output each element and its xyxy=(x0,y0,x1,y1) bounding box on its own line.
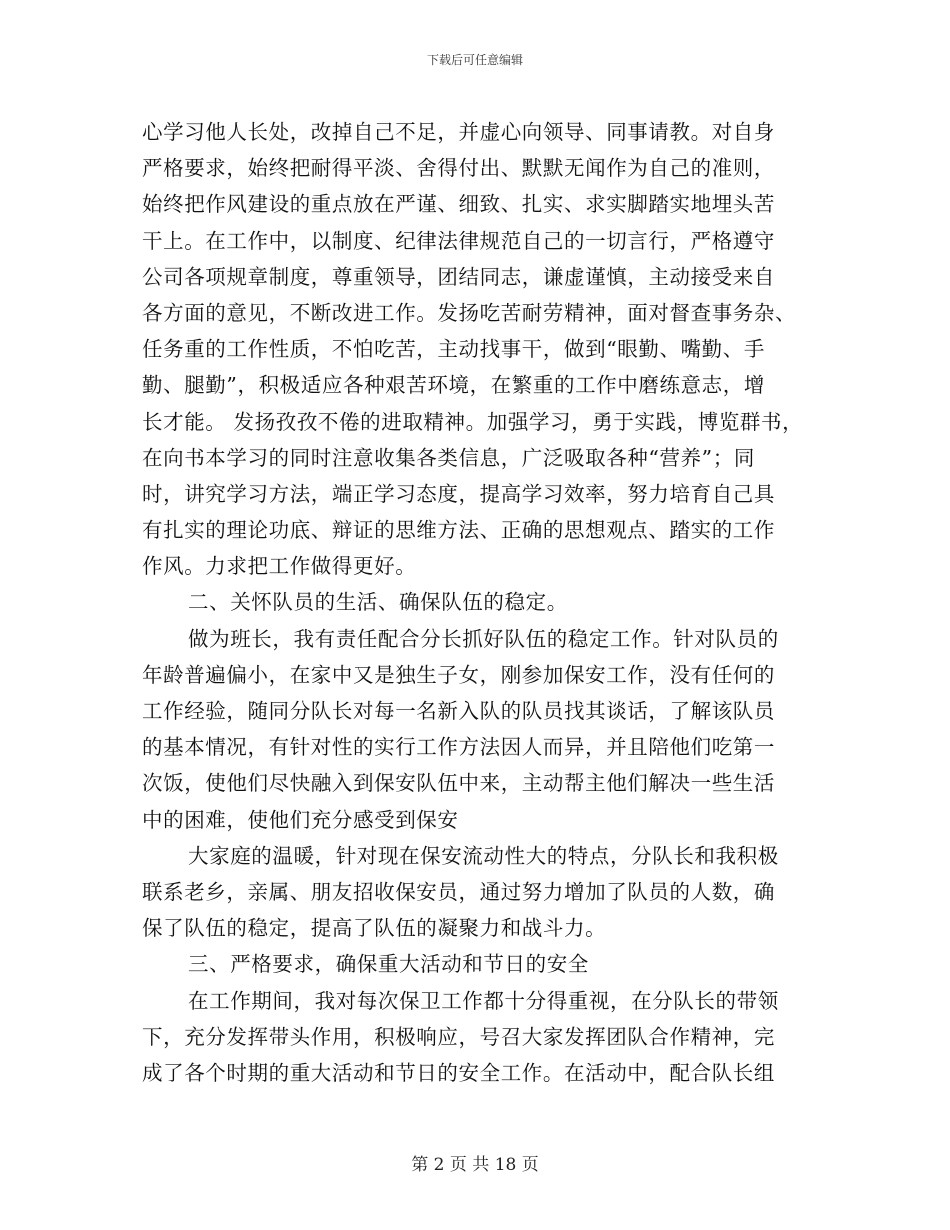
text-line: 心学习他人长处，改掉自己不足，并虚心向领导、同事请教。对自身 xyxy=(142,120,775,144)
paragraph-start-line: 三、严格要求，确保重大活动和节日的安全 xyxy=(188,952,589,977)
text-line: 有扎实的理论功底、辩证的思维方法、正确的思想观点、踏实的工作 xyxy=(142,518,775,543)
paragraph-start-line: 二、关怀队员的生活、确保队伍的稳定。 xyxy=(188,590,568,615)
text-line: 的基本情况，有针对性的实行工作方法因人而异，并且陪他们吃第一 xyxy=(142,735,775,760)
document-body xyxy=(142,114,832,1091)
paragraph-start-line: 大家庭的温暖，针对现在保安流动性大的特点，分队长和我积极 xyxy=(188,843,779,868)
text-line: 中的困难，使他们充分感受到保安 xyxy=(142,807,459,832)
text-line: 作风。力求把工作做得更好。 xyxy=(142,554,417,579)
text-line: 严格要求，始终把耐得平淡、舍得付出、默默无闻作为自己的准则， xyxy=(142,156,775,181)
text-line: 时，讲究学习方法，端正学习态度，提高学习效率，努力培育自己具 xyxy=(142,481,775,506)
text-line: 在向书本学习的同时注意收集各类信息，广泛吸取各种“营养”；同 xyxy=(142,445,755,470)
text-line: 任务重的工作性质，不怕吃苦，主动找事干，做到“眼勤、嘴勤、手 xyxy=(142,337,765,362)
text-line: 长才能。 发扬孜孜不倦的进取精神。加强学习，勇于实践，博览群书， xyxy=(142,409,804,434)
text-line: 联系老乡，亲属、朋友招收保安员，通过努力增加了队员的人数，确 xyxy=(142,879,775,904)
text-line: 年龄普遍偏小，在家中又是独生子女，刚参加保安工作，没有任何的 xyxy=(142,662,775,687)
text-line: 保了队伍的稳定，提高了队伍的凝聚力和战斗力。 xyxy=(142,916,607,941)
page-header: 下载后可任意编辑 xyxy=(426,53,523,67)
paragraph-start-line: 做为班长，我有责任配合分长抓好队伍的稳定工作。针对队员的 xyxy=(188,626,779,651)
text-line: 成了各个时期的重大活动和节日的安全工作。在活动中，配合队长组 xyxy=(142,1060,775,1085)
text-line: 次饭，使他们尽快融入到保安队伍中来，主动帮主他们解决一些生活 xyxy=(142,771,775,796)
text-line: 公司各项规章制度，尊重领导，团结同志，谦虚谨慎，主动接受来自 xyxy=(142,264,775,289)
page-number-footer: 第 2 页 共 18 页 xyxy=(411,1155,539,1175)
text-line: 工作经验，随同分队长对每一名新入队的队员找其谈话，了解该队员 xyxy=(142,699,775,723)
text-line: 勤、腿勤”，积极适应各种艰苦环境，在繁重的工作中磨练意志，增 xyxy=(142,373,765,398)
text-line: 始终把作风建设的重点放在严谨、细致、扎实、求实脚踏实地埋头苦 xyxy=(142,192,775,217)
text-line: 干上。在工作中，以制度、纪律法律规范自己的一切言行，严格遵守 xyxy=(142,228,775,253)
text-line: 下，充分发挥带头作用，积极响应，号召大家发挥团队合作精神，完 xyxy=(142,1024,775,1049)
paragraph-start-line: 在工作期间，我对每次保卫工作都十分得重视，在分队长的带领 xyxy=(188,988,779,1013)
text-line: 各方面的意见，不断改进工作。发扬吃苦耐劳精神，面对督查事务杂、 xyxy=(142,300,797,325)
